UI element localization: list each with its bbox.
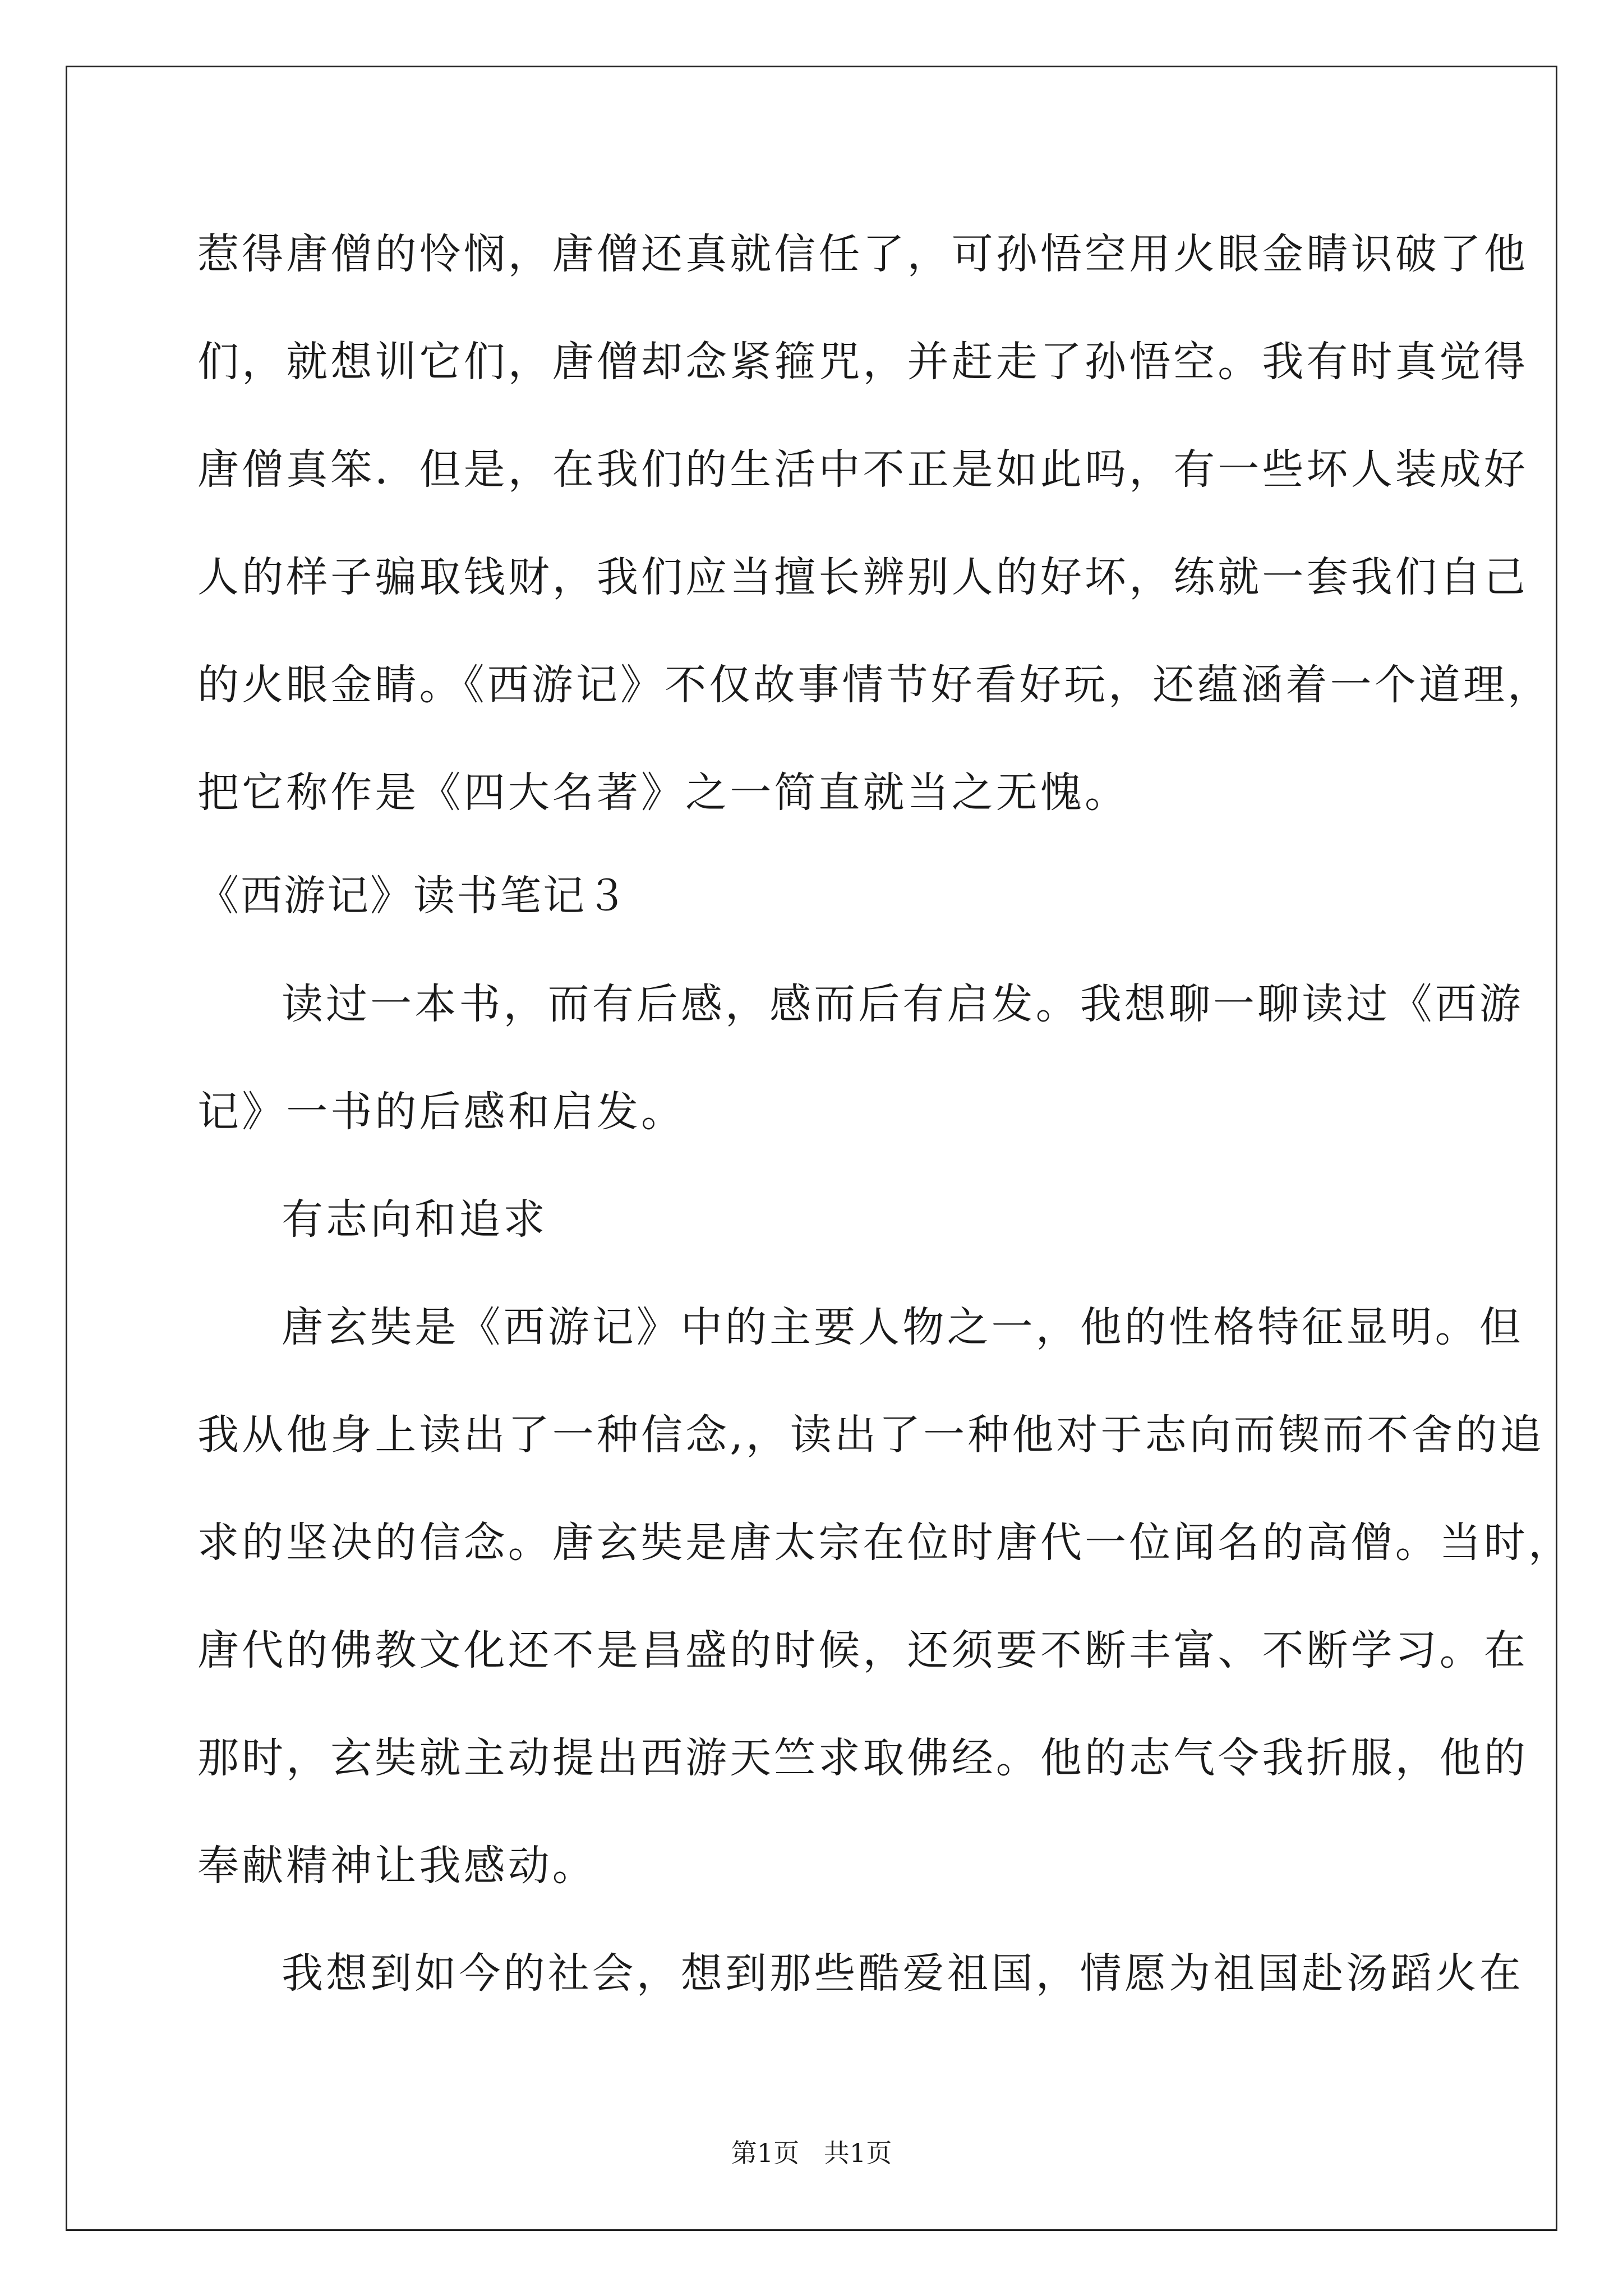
text-line: 的火眼金睛。《西游记》不仅故事情节好看好玩，还蕴涵着一个道理， <box>197 661 1552 709</box>
text-line: 求的坚决的信念。唐玄奘是唐太宗在位时唐代一位闻名的高僧。当时， <box>197 1519 1573 1567</box>
paragraph-first-line: 读过一本书，而有后感，感而后有启发。我想聊一聊读过《西游 <box>282 980 1524 1028</box>
text-line: 把它称作是《四大名著》之一简直就当之无愧。 <box>197 769 1129 817</box>
text-line: 唐代的佛教文化还不是昌盛的时候，还须要不断丰富、不断学习。在 <box>197 1626 1528 1674</box>
text-line: 人的样子骗取钱财，我们应当擅长辨别人的好坏，练就一套我们自己 <box>197 553 1528 601</box>
paragraph-first-line: 唐玄奘是《西游记》中的主要人物之一，他的性格特征显明。但 <box>282 1303 1524 1351</box>
text-line: 奉献精神让我感动。 <box>197 1842 597 1890</box>
text-line: 唐僧真笨．但是，在我们的生活中不正是如此吗，有一些坏人装成好 <box>197 445 1528 494</box>
text-line: 们，就想训它们，唐僧却念紧箍咒，并赶走了孙悟空。我有时真觉得 <box>197 338 1528 386</box>
paragraph-first-line: 我想到如今的社会，想到那些酷爱祖国，情愿为祖国赴汤蹈火在 <box>282 1949 1524 1998</box>
subheading: 有志向和追求 <box>282 1195 548 1244</box>
text-line: 那时，玄奘就主动提出西游天竺求取佛经。他的志气令我折服，他的 <box>197 1734 1528 1782</box>
text-line: 惹得唐僧的怜悯，唐僧还真就信任了，可孙悟空用火眼金睛识破了他 <box>197 230 1528 278</box>
section-heading: 《西游记》读书笔记３ <box>197 872 629 920</box>
text-line: 记》一书的后感和启发。 <box>197 1088 686 1136</box>
page-footer: 第1页 共1页 <box>731 2138 892 2168</box>
page-border <box>66 66 1573 2231</box>
text-line: 我从他身上读出了一种信念,，读出了一种他对于志向而锲而不舍的追 <box>197 1411 1544 1459</box>
